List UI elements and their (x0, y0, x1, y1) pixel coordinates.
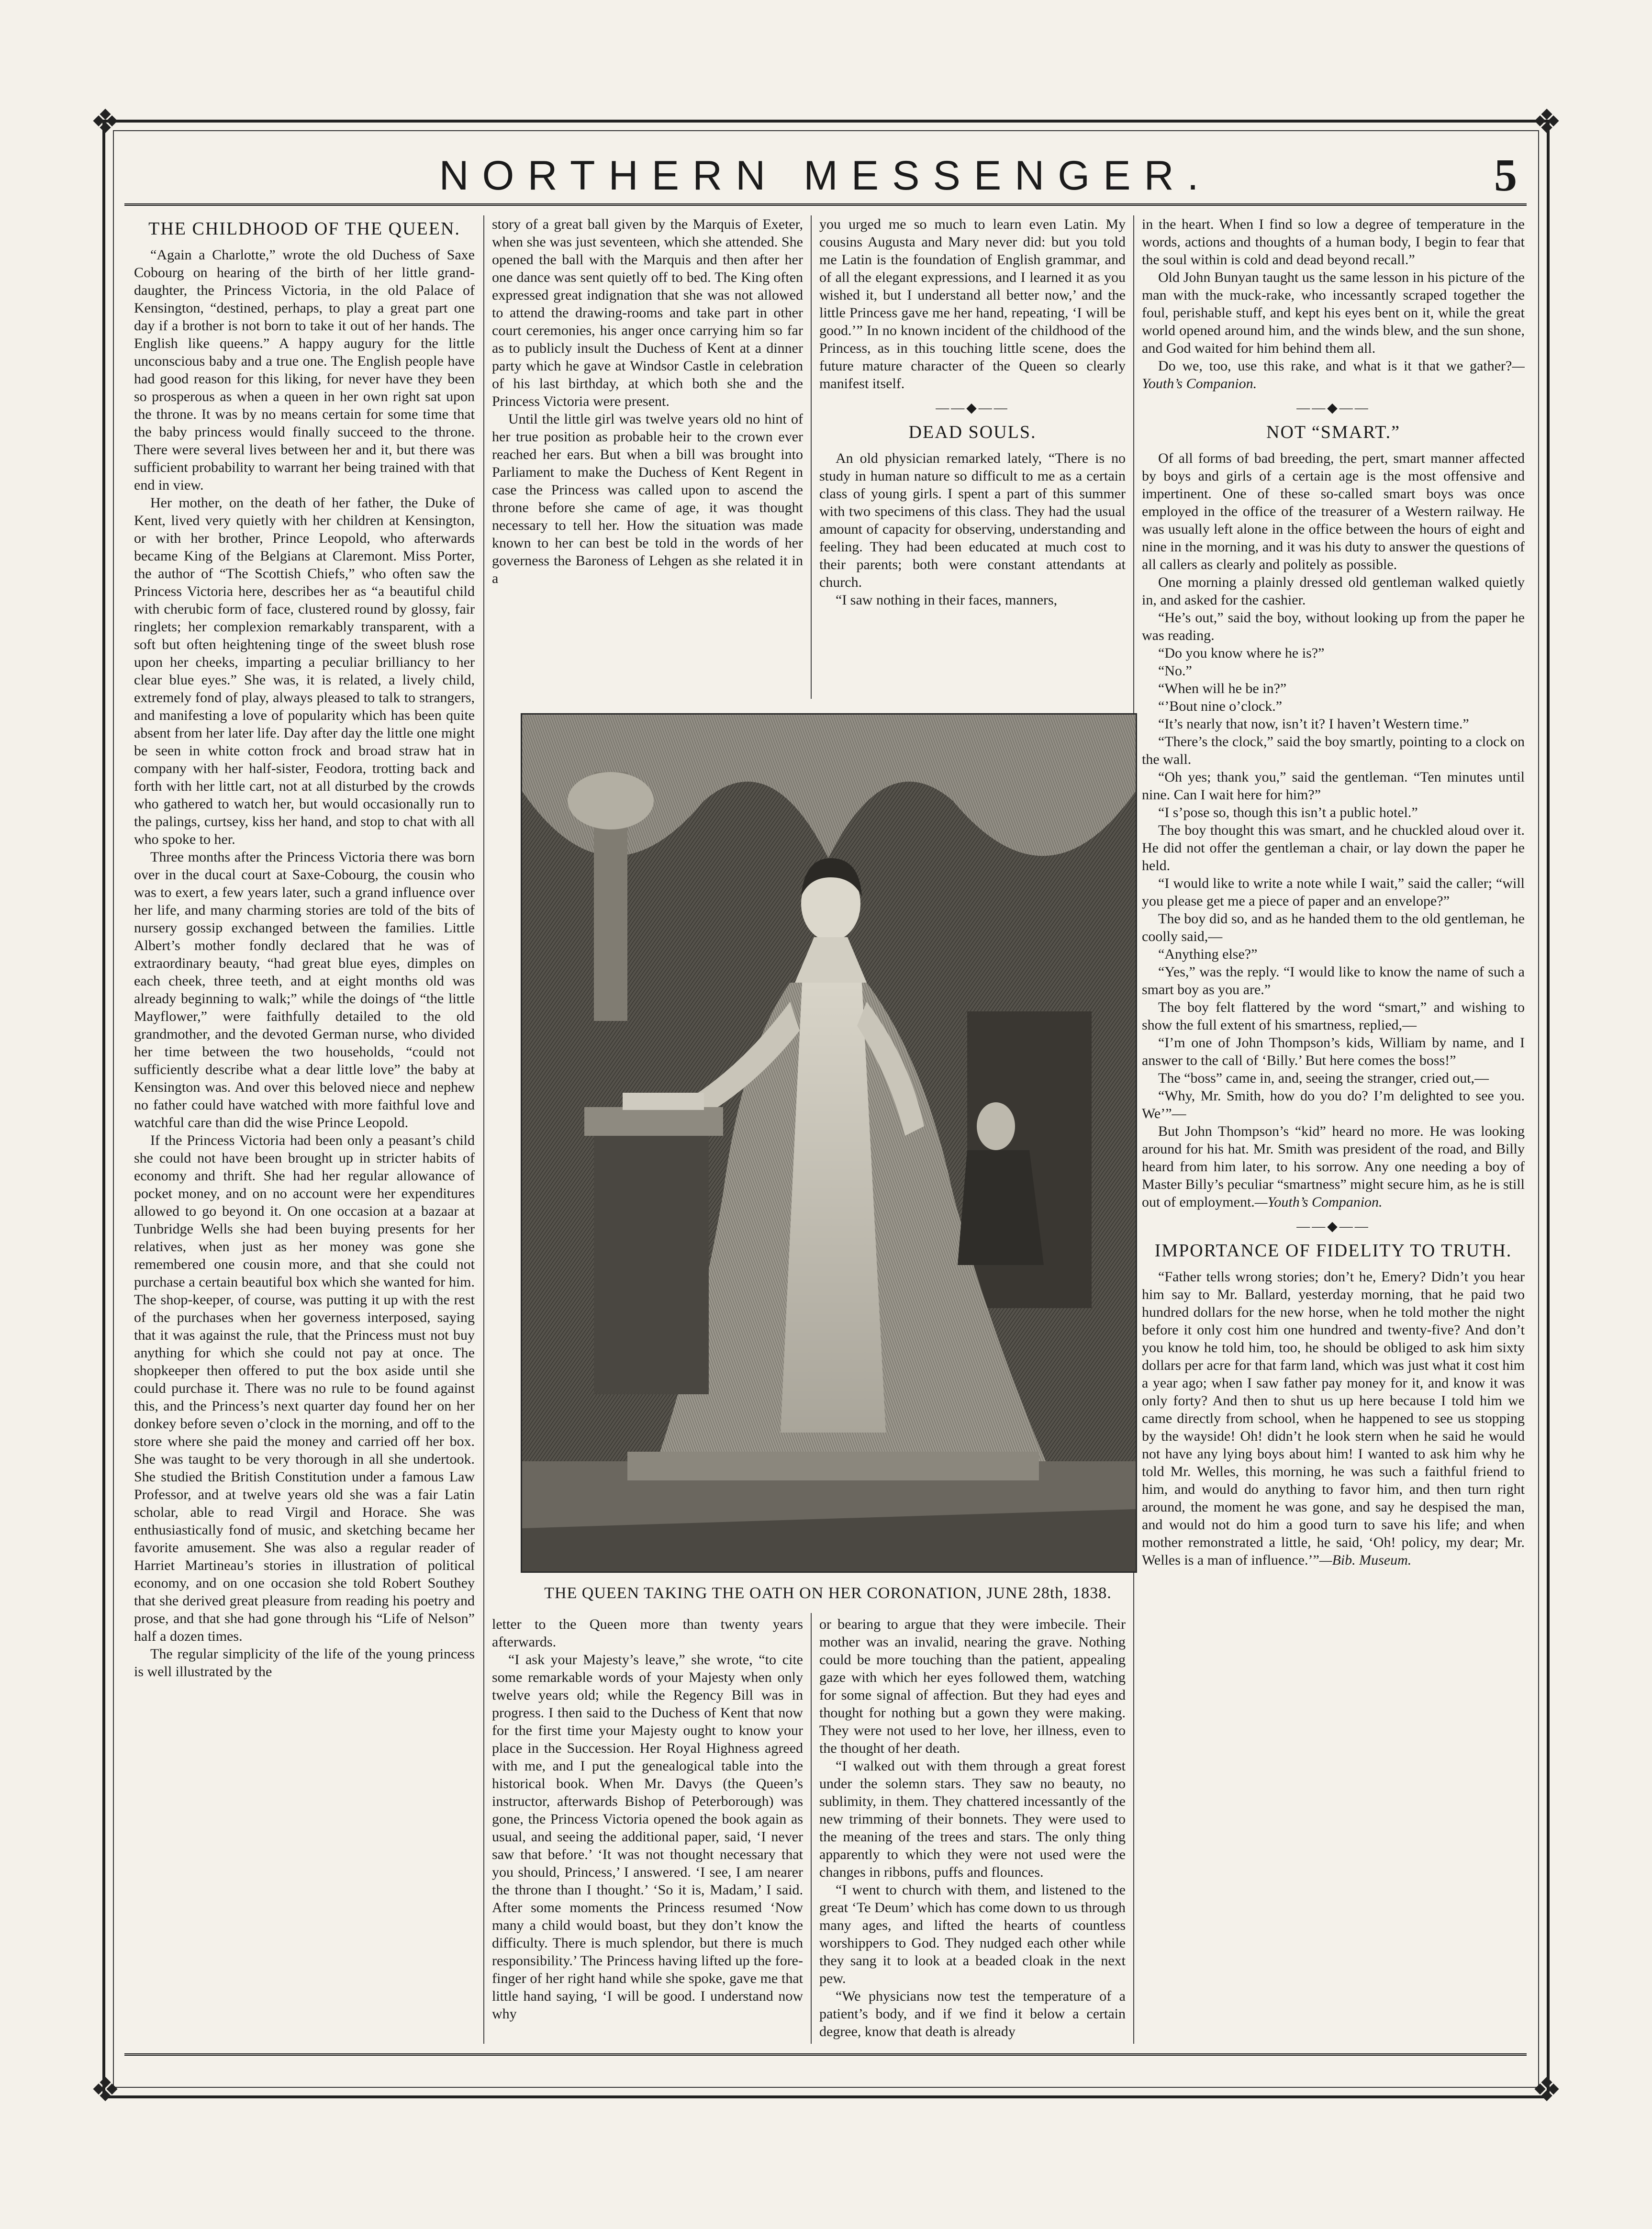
paragraph: “I saw nothing in their faces, manners, (836, 592, 1058, 608)
paragraph: “Why, Mr. Smith, how do you do? I’m delighted to see you. We’”— (1142, 1088, 1525, 1121)
page-number: 5 (1494, 149, 1517, 201)
paragraph: “Yes,” was the reply. “I would like to know the name of such a smart boy as you are.” (1142, 964, 1525, 997)
paragraph: or bearing to argue that they were imbecile. Their mother was an invalid, nearing the grave. Nothing could be more touching than the patient, appealing gaze with which her eyes followed them, watching for some signal of affection. But they had eyes and thought for nothing but a gown they were making. They were not used to her love, her illness, even to the thought of her death. (819, 1616, 1126, 1756)
paragraph: The regular simplicity of the life of the young princess is well illustrated by the (134, 1646, 475, 1680)
engraving-illustration-icon (522, 715, 1136, 1571)
paragraph: “He’s out,” said the boy, without looking up from the paper he was reading. (1142, 610, 1525, 643)
paragraph: An old physician remarked lately, “There is no study in human nature so difficult to me as a certain class of young girls. I spent a part of this summer with two specimens of this class. They had the usual amount of capacity for observing, understanding and feeling. They had been educated at much cost to their parents; both were constant attendants at church. (819, 450, 1126, 590)
paragraph: “I would like to write a note while I wait,” said the caller; “will you please get me a piece of paper and an envelope?” (1142, 875, 1525, 909)
paragraph: in the heart. When I find so low a degree of temperature in the words, actions and thoughts of a human body, I begin to fear that the soul within is cold and dead beyond recall.” (1142, 216, 1525, 268)
paragraph: Three months after the Princess Victoria there was born over in the ducal court at Saxe-Cobourg, the cousin who was to exert, a few years later, such a grand influence over her life, and many charming stories are told of the bits of nursery gossip exchanged between the families. Little Albert’s mother fondly declared that he was of extraordinary beauty, “had great blue eyes, dimples on each cheek, three teeth, and at eight months old was already beginning to walk;” while the doings of “the little Mayflower,” were faithfully detailed to the old grandmother, and the devoted German nurse, who divided her time between the two households, “could not sufficiently describe what a dear little love” the baby at Kensington was. And over this beloved niece and nephew no father could have watched with more faithful love and watchful care than did the wise Prince Leopold. (134, 849, 475, 1131)
paragraph: One morning a plainly dressed old gentleman walked quietly in, and asked for the cashier. (1142, 574, 1525, 608)
article-childhood-of-the-queen (134, 215, 475, 2049)
paragraph: “We physicians now test the temperature of a patient’s body, and if we find it below a certain degree, know that death is already (819, 1988, 1126, 2039)
paragraph: story of a great ball given by the Marquis of Exeter, when she was just seventeen, which she attended. She opened the ball with the Marquis and then after her one dance was sent quietly off to bed. The King often expressed great indignation that she was not allowed to attend the drawing-rooms and take part in other court ceremonies, his anger once carrying him so far as to publicly insult the Duchess of Kent at a dinner party which he gave at Windsor Castle in celebration of his last birthday, at which both she and the Princess Victoria were present. (492, 216, 803, 409)
column-rule (811, 1613, 812, 2044)
paragraph: The “boss” came in, and, seeing the stranger, cried out,— (1158, 1070, 1489, 1086)
paragraph: “It’s nearly that now, isn’t it? I haven’t Western time.” (1158, 716, 1469, 732)
source-credit: —Bib. Museum. (1319, 1552, 1412, 1568)
column-rule (811, 215, 812, 699)
paragraph: “I went to church with them, and listened to the great ‘Te Deum’ which has come down to us through many ages, and lifted the hearts of countless worshippers to God. They nudged each other while they sang it to look at a beaded cloak in the next pew. (819, 1882, 1126, 1986)
paragraph: “I walked out with them through a great forest under the solemn stars. They saw no beauty, no sublimity, in them. They chattered incessantly of the new trimming of their bonnets. They were used to the meaning of the trees and stars. The only thing apparently to which they were not used were the changes in ribbons, puffs and flounces. (819, 1758, 1126, 1880)
paragraph: “Again a Charlotte,” wrote the old Duchess of Saxe Cobourg on hearing of the birth of her little grand-daughter, the Princess Victoria, in the old Palace of Kensington, “destined, perhaps, to play a great part one day if a brother is not born to take it out of her hands. The English like queens.” A happy augury for the little unconscious baby and a true one. The English people have had good reason for this liking, for never have they been so prosperous as when a queen in her own right sat upon the throne. It was by no means certain for some time that the baby princess would finally succeed to the throne. There were several lives between her and it, but there was sufficient probability to warrant her being trained with that end in view. (134, 247, 475, 493)
column-rule (483, 215, 484, 2044)
source-credit: —Youth’s Companion. (1254, 1194, 1383, 1210)
corner-ornament-icon: ❖ (90, 104, 121, 141)
paragraph: The boy did so, and as he handed them to the old gentleman, he coolly said,— (1142, 911, 1525, 944)
article-heading: NOT “SMART.” (1266, 422, 1400, 442)
coronation-engraving (521, 713, 1137, 1573)
paragraph: “I ask your Majesty’s leave,” she wrote, “to cite some remarkable words of your Majesty when only twelve years old; while the Regency Bill was in progress. I then said to the Duchess of Kent that now for the first time your Majesty ought to know your place in the Succession. Her Royal Highness agreed with me, and I put the genealogical table into the historical book. When Mr. Davys (the Queen’s instructor, afterwards Bishop of Peterborough) was gone, the Princess Victoria opened the book again as usual, and seeing the additional paper, said, ‘I never saw that before.’ ‘It was not thought necessary that you should, Princess,’ I answered. ‘I see, I am nearer the throne than I thought.’ ‘So it is, Madam,’ I said. After some moments the Princess resumed ‘Now many a child would boast, but they don’t know the difficulty. There is much splendor, but there is much responsibility.’ The Princess having lifted up the fore-finger of her right hand while she spoke, gave me that little hand saying, ‘I will be good. I understand now why (492, 1652, 803, 2022)
article-dead-souls (819, 215, 1126, 704)
paragraph: “When will he be in?” (1158, 681, 1287, 696)
masthead (124, 144, 1527, 206)
article-continued-column (492, 215, 803, 704)
paragraph: you urged me so much to learn even Latin. My cousins Augusta and Mary never did: but you told me Latin is the foundation of English grammar, and of all the elegant expressions, and I learned it as you wished it, but I understand all better now,’ and the little Princess gave me her hand, repeating, ‘I will be good.’” In no known incident of the childhood of the Princess, as in this touching little scene, does the future mature character of the Queen so clearly manifest itself. (819, 216, 1126, 392)
masthead-title: NORTHERN MESSENGER. (439, 153, 1212, 199)
paragraph-text: Do we, too, use this rake, and what is it that we gather? (1158, 358, 1512, 374)
paragraph (1142, 1268, 1525, 1569)
paragraph: “I’m one of John Thompson’s kids, William by name, and I answer to the call of ‘Billy.’ But here comes the boss!” (1142, 1035, 1525, 1068)
paragraph: If the Princess Victoria had been only a peasant’s child she could not have been brought up in stricter habits of economy and thrift. She had her regular allowance of pocket money, and on no account were her expenditures allowed to go beyond it. On one occasion at a bazaar at Tunbridge Wells she had been buying presents for her relatives, when just as her money was gone she remembered one cousin more, and that she could not purchase a certain beautiful box which she wanted for him. The shop-keeper, of course, was putting it up with the rest of the purchases when her governess interposed, saying that it was against the rule, that the Princess must not buy anything for which she could not pay at once. The shopkeeper then offered to put the box aside until she could purchase it. There was no rule to be found against this, and the Princess’s next quarter day found her on her donkey before seven o’clock in the morning, and off to the store where she paid the money and carried off her box. She was taught to be very thorough in all she undertook. She studied the British Constitution under a famous Law Professor, and at twelve years old she was a fair Latin scholar, able to read Virgil and Horace. She was enthusiastically fond of music, and sketching became her favorite amusement. She was also a regular reader of Harriet Martineau’s stories in illustration of political economy, and on one occasion she told Robert Southey that she derived great pleasure from reading his poetry and prose, and that she had gone through his “Life of Nelson” half a dozen times. (134, 1132, 475, 1644)
paragraph: “No.” (1158, 663, 1192, 679)
article-heading: DEAD SOULS. (908, 422, 1037, 442)
paragraph (1142, 357, 1525, 392)
article-heading: IMPORTANCE OF FIDELITY TO TRUTH. (1154, 1241, 1512, 1261)
paragraph (1142, 1122, 1525, 1211)
paragraph: “Oh yes; thank you,” said the gentleman. “Ten minutes until nine. Can I wait here for him?” (1142, 769, 1525, 803)
separator: ——◆—— (936, 401, 1009, 415)
paragraph-text: “Father tells wrong stories; don’t he, Emery? Didn’t you hear him say to Mr. Ballard, yesterday morning, that he paid two hundred dollars for the new horse, when he told mother the night before it only cost him one hundred and twenty-five? And don’t you know he told him, too, he should be obliged to ask him sixty dollars per acre for that farm land, which was just what it cost him a year ago; when I saw father pay money for it, and know it was only forty? And then to shut us up here because I told him we came directly from school, when he happened to see us stopping by the wayside! Oh! didn’t he look stern when he said he would not have any lying boys about him! I wanted to ask him why he told Mr. Welles, this morning, he was such a faithful friend to him, and would do anything to favor him, and then turn right around, the moment he was gone, and say he despised the man, and would not do him a good turn to save his life; and when mother remonstrated a little, he said, ‘Oh! policy, my dear; Mr. Welles is a man of influence.’” (1142, 1269, 1525, 1568)
illustration-caption: THE QUEEN TAKING THE OATH ON HER CORONATION, JUNE 28th, 1838. (544, 1584, 1112, 1602)
separator: ——◆—— (1296, 1219, 1370, 1234)
corner-ornament-icon: ❖ (1531, 104, 1562, 141)
article-right-column (1142, 215, 1525, 2049)
paragraph: The boy felt flattered by the word “smart,” and wishing to show the full extent of his smartness, replied,— (1142, 999, 1525, 1033)
paragraph: “There’s the clock,” said the boy smartly, pointing to a clock on the wall. (1142, 734, 1525, 767)
paragraph-text: But John Thompson’s “kid” heard no more. He was looking around for his hat. Mr. Smith was president of the road, and Billy heard from him later, to his sorrow. Any one needing a boy of Master Billy’s peculiar “smartness” might secure him, as he is still out of employment. (1142, 1123, 1525, 1210)
article-heading: THE CHILDHOOD OF THE QUEEN. (148, 219, 460, 239)
paragraph: letter to the Queen more than twenty years afterwards. (492, 1616, 803, 1650)
footer-rule (124, 2053, 1527, 2056)
paragraph: “I s’pose so, though this isn’t a public hotel.” (1158, 805, 1418, 820)
corner-ornament-icon: ❖ (90, 2072, 121, 2109)
paragraph: “Do you know where he is?” (1158, 645, 1325, 661)
paragraph: Of all forms of bad breeding, the pert, smart manner affected by boys and girls of a certain age is the most offensive and impertinent. One of these so-called smart boys was once employed in the office of the treasurer of a Western railway. He was usually left alone in the office between the hours of eight and nine in the morning, and it was his duty to answer the questions of all callers as clearly and politely as possible. (1142, 450, 1525, 572)
paragraph: The boy thought this was smart, and he chuckled aloud over it. He did not offer the gentleman a chair, or lay down the paper he held. (1142, 822, 1525, 874)
paragraph: “Anything else?” (1158, 946, 1258, 962)
paragraph: Until the little girl was twelve years old no hint of her true position as probable heir to the crown ever reached her ears. But when a bill was brought into Parliament to make the Duchess of Kent Regent in case the Princess was called upon to ascend the throne before she came of age, it was thought necessary to tell her. How the situation was made known to her can best be told in the words of her governess the Baroness of Lehgen as she related it in a (492, 411, 803, 586)
corner-ornament-icon: ❖ (1531, 2072, 1562, 2109)
paragraph: Old John Bunyan taught us the same lesson in his picture of the man with the muck-rake, who incessantly scraped together the foul, perishable stuff, and kept his eyes bent on it, while the great world opened around him, and the winds blew, and the sun shone, and God waited for him behind them all. (1142, 269, 1525, 356)
separator: ——◆—— (1296, 401, 1370, 415)
source-credit: —Youth’s Companion. (1142, 358, 1525, 392)
article-continued-column (492, 1615, 803, 2049)
paragraph: “’Bout nine o’clock.” (1158, 698, 1283, 714)
article-continued-column (819, 1615, 1126, 2049)
paragraph: Her mother, on the death of her father, the Duke of Kent, lived very quietly with her children at Kensington, or with her brother, Prince Leopold, who afterwards became King of the Belgians at Claremont. Miss Porter, the author of “The Scottish Chiefs,” who often saw the Princess Victoria here, describes her as “a beautiful child with cherubic form of face, clustered round by glossy, fair ringlets; her complexion remarkably transparent, with a soft but often heightening tinge of the sweet blush rose upon her cheeks, imparting a peculiar brilliancy to her clear blue eyes.” She was, it is related, a lively child, extremely fond of play, always pleased to talk to strangers, and manifesting a love of popularity which has been quite absent from her later life. Day after day the little one might be seen in white cotton frock and broad straw hat in company with her half-sister, Feodora, trotting back and forth with her little cart, not at all disturbed by the crowds who gathered to watch her, but would occasionally run to the palings, curtsey, kiss her hand, and stop to chat with all who spoke to her. (134, 495, 475, 847)
